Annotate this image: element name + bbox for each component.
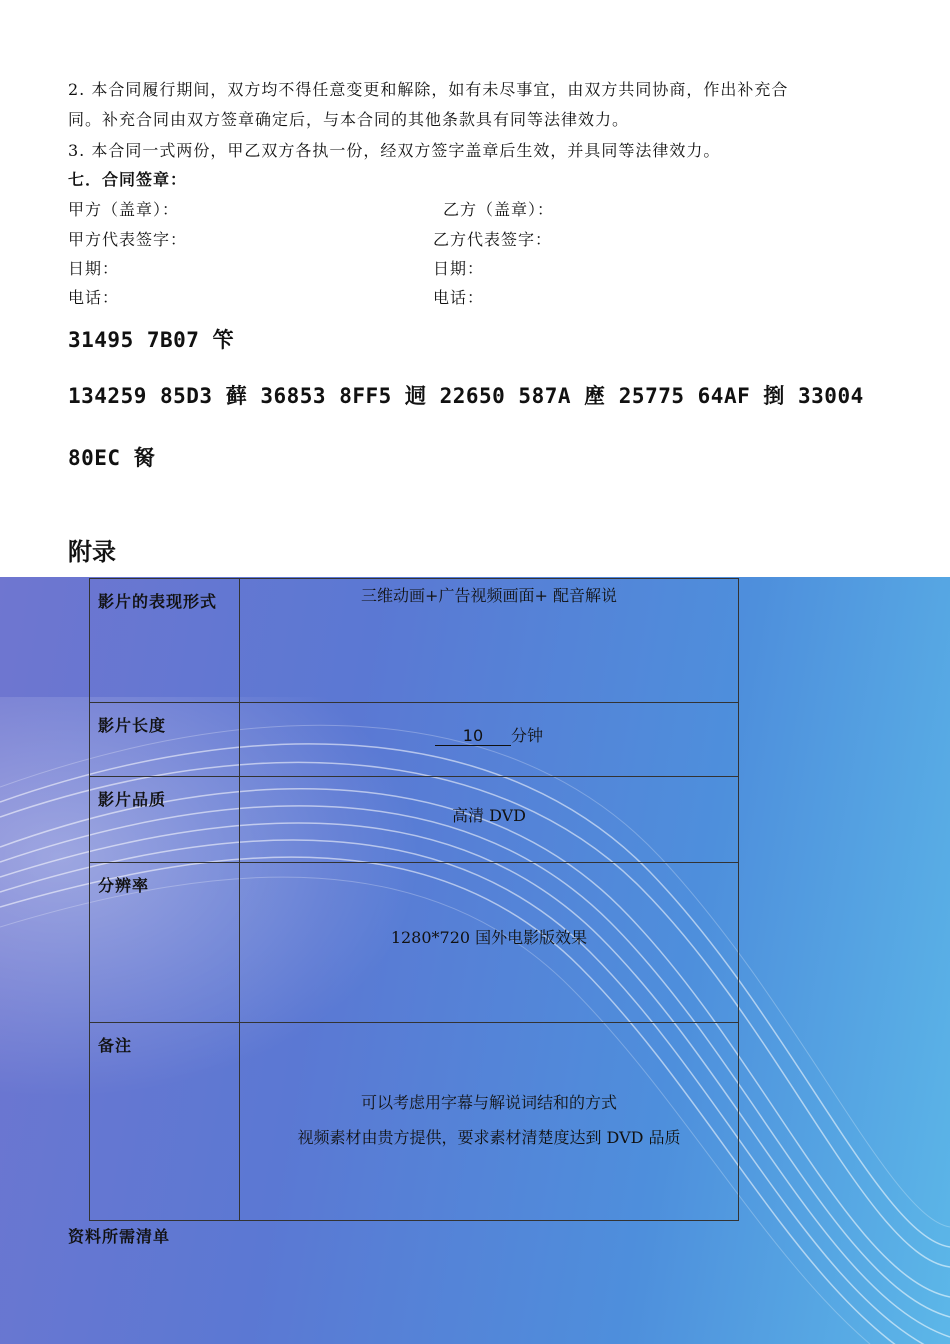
row-label: 影片的表现形式 <box>90 579 240 703</box>
party-b-date-label: 日期： <box>433 259 485 278</box>
code-line-2: 134259 85D3 藓 36853 8FF5 迵 22650 587A 塺 25775 64AF 捯 33004 <box>68 384 864 408</box>
row-value: 三维动画+广告视频画面+ 配音解说 <box>240 579 739 703</box>
party-b-seal-label: 乙方（盖章）： <box>443 200 555 219</box>
appendix-heading: 附录 <box>68 538 116 566</box>
length-value: 10 <box>435 726 511 746</box>
party-a-date-label: 日期： <box>68 259 120 278</box>
row-value: 高清 DVD <box>240 777 739 863</box>
row-label: 备注 <box>90 1023 240 1221</box>
length-unit: 分钟 <box>510 726 543 745</box>
clause-2-line-2: 同。补充合同由双方签章确定后，与本合同的其他条款具有同等法律效力。 <box>68 110 630 129</box>
row-label: 影片长度 <box>90 703 240 777</box>
table-row <box>90 579 739 703</box>
table-row <box>90 1023 739 1221</box>
table-row <box>90 703 739 777</box>
party-b-phone-label: 电话： <box>433 288 485 307</box>
note-line-2: 视频素材由贵方提供，要求素材清楚度达到 DVD 品质 <box>297 1128 681 1147</box>
party-b-rep-label: 乙方代表签字： <box>433 230 553 249</box>
film-spec-table <box>89 578 739 1221</box>
signature-heading: 七．合同签章： <box>68 170 188 189</box>
row-label: 影片品质 <box>90 777 240 863</box>
materials-list-heading: 资料所需清单 <box>68 1227 171 1246</box>
clause-2-line-1: 2. 本合同履行期间，双方均不得任意变更和解除，如有未尽事宜，由双方共同协商，作出补充合 <box>68 80 789 99</box>
table-row <box>90 863 739 1023</box>
clause-3: 3. 本合同一式两份，甲乙双方各执一份，经双方签字盖章后生效，并具同等法律效力。 <box>68 141 721 160</box>
row-value <box>240 703 739 777</box>
code-line-3: 80EC 胬 <box>68 446 156 470</box>
table-row <box>90 777 739 863</box>
row-value <box>240 1023 739 1221</box>
note-line-1: 可以考虑用字幕与解说词结和的方式 <box>360 1093 617 1112</box>
code-line-1: 31495 7B07 笇 <box>68 328 235 352</box>
party-a-rep-label: 甲方代表签字： <box>68 230 188 249</box>
party-a-seal-label: 甲方（盖章）： <box>68 200 180 219</box>
row-value: 1280*720 国外电影版效果 <box>240 863 739 1023</box>
party-a-phone-label: 电话： <box>68 288 120 307</box>
row-label: 分辨率 <box>90 863 240 1023</box>
